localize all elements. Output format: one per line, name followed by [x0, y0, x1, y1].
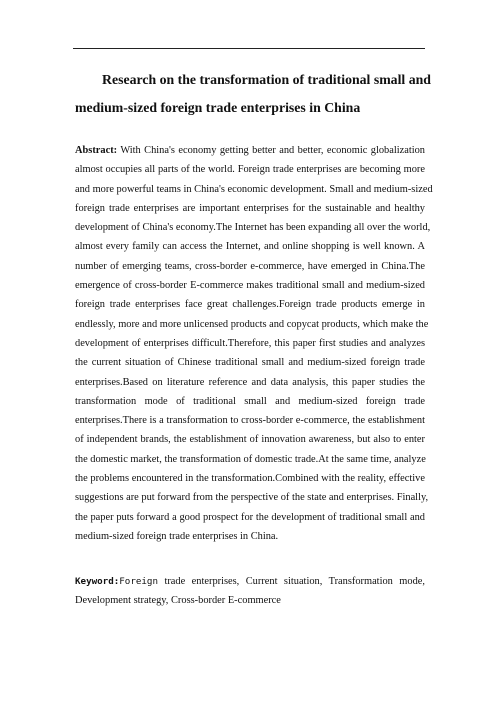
keywords-text: Foreign: [119, 576, 158, 587]
keywords-text: trade enterprises, Current situation, Transformation mode,: [158, 576, 425, 587]
abstract-line: of independent brands, the establishment of innovation awareness, but also to enter: [75, 434, 425, 446]
paper-title-line-2: medium-sized foreign trade enterprises in China: [75, 100, 361, 115]
abstract-line: enterprises.There is a transformation to cross-border e-commerce, the establishment: [75, 415, 425, 427]
abstract-line: [75, 141, 425, 160]
abstract-line: development of enterprises difficult.Therefore, this paper first studies and analyzes: [75, 337, 425, 349]
abstract-label: Abstract:: [75, 145, 118, 156]
keywords-line: Development strategy, Cross-border E-commerce: [75, 595, 281, 607]
abstract-line: foreign trade enterprises are important enterprises for the sustainable and healthy: [75, 202, 425, 214]
keywords-section: [75, 572, 425, 611]
abstract-line: transformation mode of traditional small and medium-sized foreign trade: [75, 395, 425, 407]
abstract-line: emergence of cross-border E-commerce makes traditional small and medium-sized: [75, 280, 425, 292]
abstract-line: the domestic market, the transformation of domestic trade.At the same time, analyze: [75, 453, 426, 465]
abstract-line: suggestions are put forward from the perspective of the state and enterprises. Finally,: [75, 492, 429, 504]
paper-title: [75, 66, 431, 122]
abstract-line: number of emerging teams, cross-border e-commerce, have emerged in China.The: [75, 260, 425, 272]
abstract-line: endlessly, more and more unlicensed products and copycat products, which make the: [75, 318, 429, 330]
keywords-line: [75, 572, 425, 591]
abstract-line: development of China's economy.The Internet has been expanding all over the world,: [75, 222, 431, 234]
abstract-line: the current situation of Chinese traditional small and medium-sized foreign trade: [75, 357, 425, 369]
abstract-line: foreign trade enterprises face great challenges.Foreign trade products emerge in: [75, 299, 425, 311]
abstract-line: enterprises.Based on literature reference and data analysis, this paper studies the: [75, 376, 425, 388]
paper-title-line-1: Research on the transformation of traditional small and: [102, 72, 431, 87]
abstract-line: and more powerful teams in China's economic development. Small and medium-sized: [75, 183, 433, 195]
abstract-line: the paper puts forward a good prospect for the development of traditional small and: [75, 511, 425, 523]
abstract-section: [75, 141, 433, 546]
abstract-line: the problems encountered in the transformation.Combined with the reality, effective: [75, 473, 425, 485]
keywords-label: Keyword:: [75, 576, 120, 587]
abstract-line: medium-sized foreign trade enterprises in China.: [75, 530, 279, 542]
abstract-line: almost occupies all parts of the world. Foreign trade enterprises are becoming more: [75, 164, 425, 176]
header-rule: [73, 48, 425, 49]
abstract-text: With China's economy getting better and better, economic globalization: [117, 145, 425, 156]
abstract-line: almost every family can access the Internet, and online shopping is well known. A: [75, 241, 425, 253]
